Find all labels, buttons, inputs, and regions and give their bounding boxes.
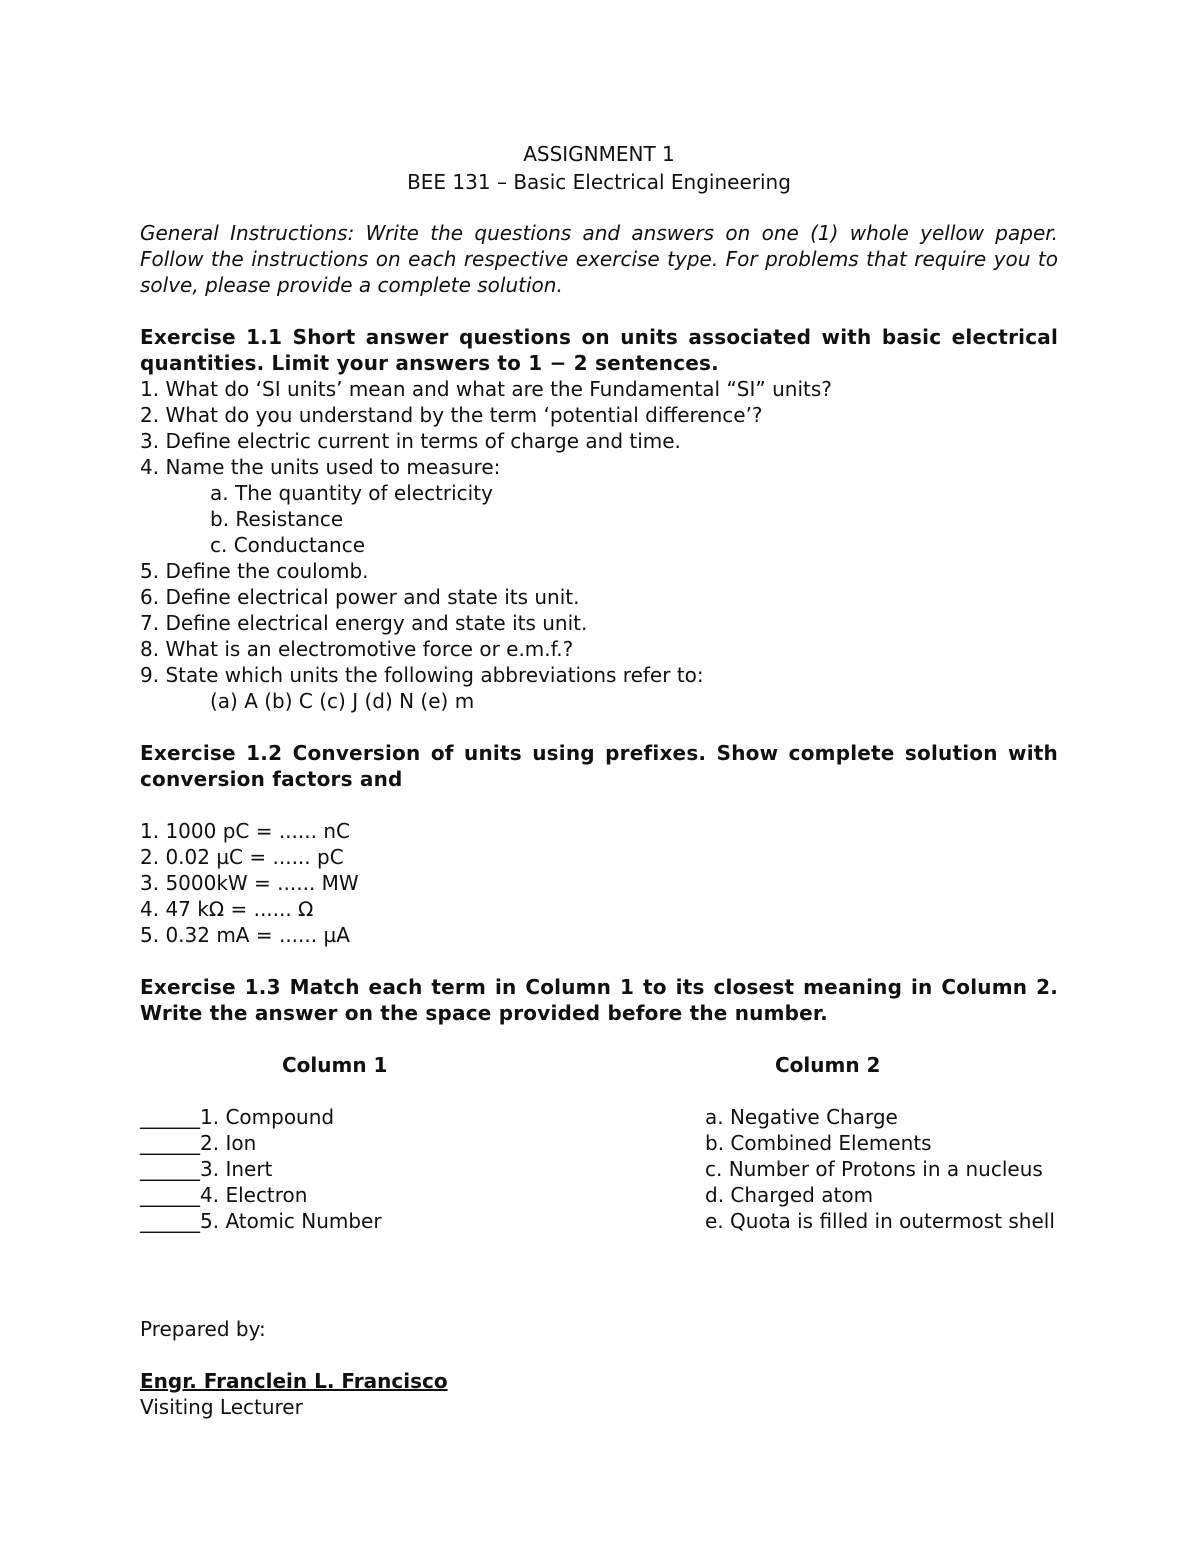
column-1-item: ______4. Electron bbox=[140, 1183, 308, 1207]
abbreviation-list: (a) A (b) C (c) J (d) N (e) m bbox=[210, 689, 475, 713]
column-2-header: Column 2 bbox=[775, 1053, 881, 1077]
column-1-header: Column 1 bbox=[282, 1053, 388, 1077]
column-2-item: e. Quota is filled in outermost shell bbox=[705, 1209, 1055, 1233]
question-subitem: a. The quantity of electricity bbox=[210, 481, 493, 505]
question-item: 1. What do ‘SI units’ mean and what are the Fundamental “SI” units? bbox=[140, 377, 832, 401]
exercise-1-1-heading: Exercise 1.1 Short answer questions on units associated with basic electrical quantities. Limit your answers to 1 − 2 sentences. bbox=[140, 325, 1058, 375]
preparer-role: Visiting Lecturer bbox=[140, 1395, 303, 1419]
question-item: 2. What do you understand by the term ‘potential difference’? bbox=[140, 403, 763, 427]
question-subitem: b. Resistance bbox=[210, 507, 344, 531]
column-1-item: ______1. Compound bbox=[140, 1105, 335, 1129]
conversion-item: 1. 1000 pC = ...... nC bbox=[140, 819, 350, 843]
column-1-item: ______5. Atomic Number bbox=[140, 1209, 382, 1233]
exercise-1-1 bbox=[140, 324, 1058, 714]
exercise-1-3 bbox=[140, 974, 1058, 1262]
conversion-item: 4. 47 kΩ = ...... Ω bbox=[140, 897, 314, 921]
conversion-item: 3. 5000kW = ...... MW bbox=[140, 871, 359, 895]
question-item: 3. Define electric current in terms of charge and time. bbox=[140, 429, 681, 453]
conversion-item: 5. 0.32 mA = ...... µA bbox=[140, 923, 350, 947]
question-item: 5. Define the coulomb. bbox=[140, 559, 369, 583]
column-1-item: ______3. Inert bbox=[140, 1157, 273, 1181]
signature-block bbox=[140, 1316, 1058, 1420]
column-2-item: a. Negative Charge bbox=[705, 1105, 898, 1129]
question-item: 7. Define electrical energy and state its unit. bbox=[140, 611, 588, 635]
exercise-1-3-heading: Exercise 1.3 Match each term in Column 1 to its closest meaning in Column 2. Write the answer on the space provided before the number. bbox=[140, 975, 1058, 1025]
column-2 bbox=[705, 1052, 1065, 1234]
document-page bbox=[140, 140, 1058, 1420]
matching-columns bbox=[140, 1052, 1058, 1262]
course-subtitle: BEE 131 – Basic Electrical Engineering bbox=[407, 170, 791, 194]
exercise-1-2-heading: Exercise 1.2 Conversion of units using prefixes. Show complete solution with conversion factors and bbox=[140, 741, 1058, 791]
question-item: 9. State which units the following abbreviations refer to: bbox=[140, 663, 704, 687]
question-item: 6. Define electrical power and state its unit. bbox=[140, 585, 580, 609]
column-2-item: d. Charged atom bbox=[705, 1183, 874, 1207]
conversion-item: 2. 0.02 µC = ...... pC bbox=[140, 845, 344, 869]
question-item: 8. What is an electromotive force or e.m.f.? bbox=[140, 637, 574, 661]
question-item: 4. Name the units used to measure: bbox=[140, 455, 501, 479]
column-1-item: ______2. Ion bbox=[140, 1131, 257, 1155]
preparer-name: Engr. Franclein L. Francisco bbox=[140, 1369, 448, 1393]
question-subitem: c. Conductance bbox=[210, 533, 366, 557]
column-2-item: c. Number of Protons in a nucleus bbox=[705, 1157, 1043, 1181]
general-instructions: General Instructions: Write the questions and answers on one (1) whole yellow paper. Follow the instructions on each respective exercise type. For problems that require you to solve, please provide a complete solution. bbox=[140, 221, 1058, 297]
exercise-1-2 bbox=[140, 740, 1058, 948]
column-1 bbox=[140, 1052, 600, 1234]
spacer bbox=[140, 792, 1058, 818]
exercise-1-2-conversions bbox=[140, 818, 1058, 948]
document-title: ASSIGNMENT 1 bbox=[523, 142, 675, 166]
exercise-1-1-questions bbox=[140, 376, 1058, 714]
column-2-item: b. Combined Elements bbox=[705, 1131, 932, 1155]
prepared-by-label: Prepared by: bbox=[140, 1317, 266, 1341]
